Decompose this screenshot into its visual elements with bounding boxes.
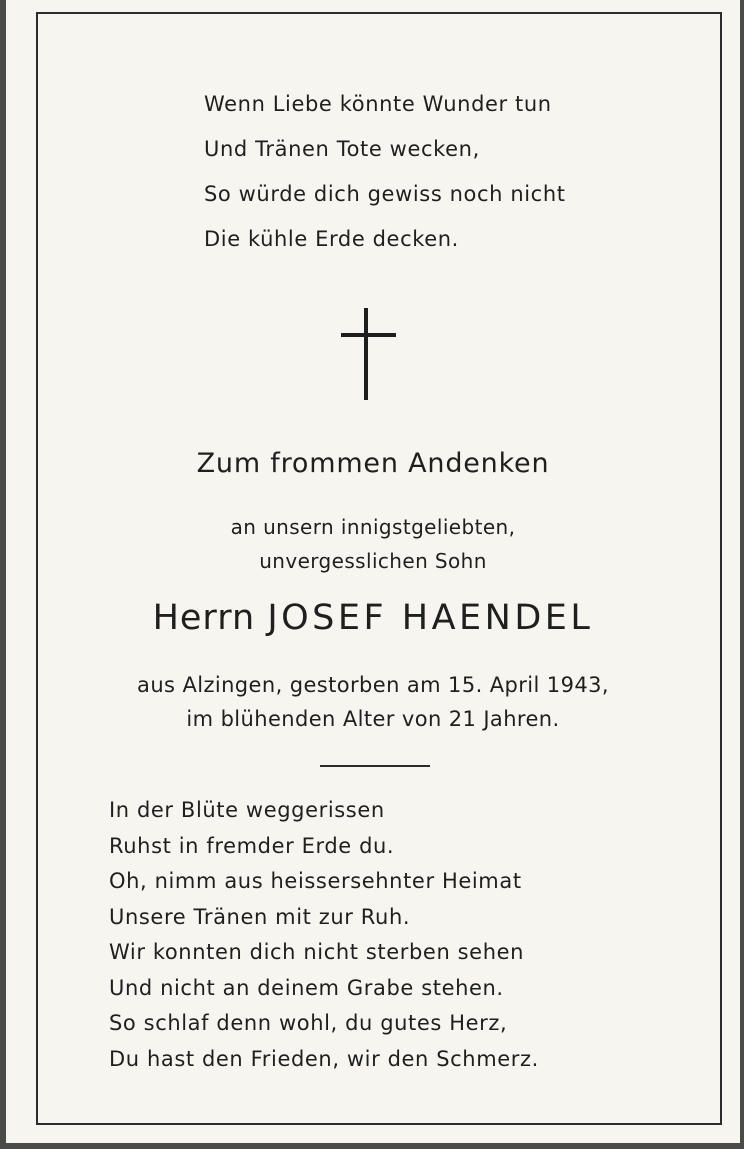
verse-line: So schlaf denn wohl, du gutes Herz,: [109, 1011, 508, 1035]
dedication-line-1: an unsern innigstgeliebten,: [230, 515, 516, 539]
death-details-line-2: im blühenden Alter von 21 Jahren.: [186, 707, 560, 731]
full-name: JOSEF HAENDEL: [267, 598, 594, 638]
verse-line: Wenn Liebe könnte Wunder tun: [204, 92, 552, 116]
divider-rule: [320, 765, 430, 767]
memorial-card: [6, 0, 740, 1143]
death-details-line-1: aus Alzingen, gestorben am 15. April 1943,: [137, 673, 609, 697]
closing-verse: [109, 795, 539, 1079]
honorific: Herrn: [152, 598, 256, 638]
deceased-name: [6, 598, 740, 638]
dedication-line-2: unvergesslichen Sohn: [259, 549, 487, 573]
cross-icon-vertical-bar: [364, 308, 368, 400]
verse-line: Die kühle Erde decken.: [204, 227, 459, 251]
verse-line: In der Blüte weggerissen: [109, 798, 385, 822]
verse-line: Wir konnten dich nicht sterben sehen: [109, 940, 525, 964]
memorial-heading: Zum frommen Andenken: [196, 448, 550, 479]
verse-line: So würde dich gewiss noch nicht: [204, 182, 566, 206]
verse-line: Unsere Tränen mit zur Ruh.: [109, 904, 411, 929]
verse-line: Und Tränen Tote wecken,: [204, 137, 480, 161]
verse-line: Und nicht an deinem Grabe stehen.: [109, 975, 504, 1000]
verse-line: Oh, nimm aus heissersehnter Heimat: [109, 869, 522, 893]
verse-line: Ruhst in fremder Erde du.: [109, 833, 395, 858]
verse-line: Du hast den Frieden, wir den Schmerz.: [109, 1046, 539, 1071]
opening-verse: [204, 88, 566, 268]
cross-icon-horizontal-bar: [341, 333, 396, 337]
